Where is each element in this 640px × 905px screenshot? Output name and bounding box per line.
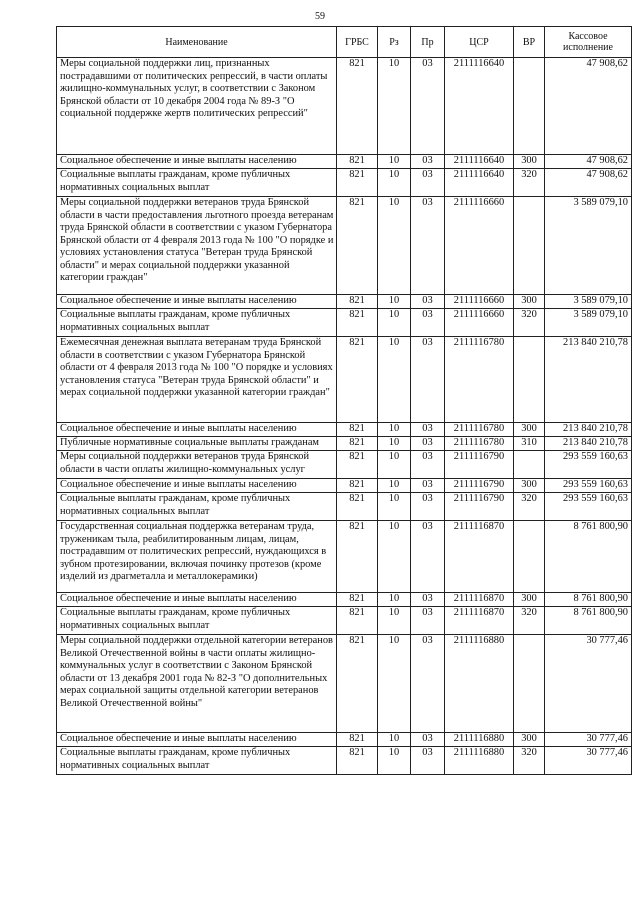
cell-rz: 10 <box>378 593 411 607</box>
cell-sum: 293 559 160,63 <box>545 479 632 493</box>
header-csr: ЦСР <box>445 27 514 58</box>
cell-rz: 10 <box>378 607 411 635</box>
cell-name: Социальное обеспечение и иные выплаты населению <box>57 479 337 493</box>
cell-grbs: 821 <box>337 423 378 437</box>
cell-rz: 10 <box>378 437 411 451</box>
cell-pr: 03 <box>411 607 445 635</box>
cell-pr: 03 <box>411 155 445 169</box>
cell-name: Социальное обеспечение и иные выплаты населению <box>57 155 337 169</box>
cell-sum: 30 777,46 <box>545 747 632 775</box>
cell-name: Социальные выплаты гражданам, кроме публичных нормативных социальных выплат <box>57 747 337 775</box>
table-row <box>57 169 632 197</box>
cell-name: Государственная социальная поддержка ветеранам труда, труженикам тыла, реабилитированным лицам, лицам, пострадавшим от политических репрессий, нуждающихся в зубном протезировании, включая починку протезов (кроме изделий из драгметалла и металлокерамики) <box>57 521 337 593</box>
cell-rz: 10 <box>378 309 411 337</box>
cell-name: Публичные нормативные социальные выплаты гражданам <box>57 437 337 451</box>
cell-pr: 03 <box>411 423 445 437</box>
cell-sum: 3 589 079,10 <box>545 197 632 295</box>
cell-vr: 300 <box>514 295 545 309</box>
table-row <box>57 607 632 635</box>
header-sum: Кассовое исполнение <box>545 27 632 58</box>
cell-sum: 47 908,62 <box>545 169 632 197</box>
budget-table <box>56 26 632 775</box>
page-number: 59 <box>315 11 325 22</box>
cell-csr: 2111116780 <box>445 423 514 437</box>
cell-name: Социальное обеспечение и иные выплаты населению <box>57 593 337 607</box>
cell-sum: 30 777,46 <box>545 733 632 747</box>
header-grbs: ГРБС <box>337 27 378 58</box>
table-row <box>57 155 632 169</box>
table-row <box>57 295 632 309</box>
cell-grbs: 821 <box>337 309 378 337</box>
cell-grbs: 821 <box>337 155 378 169</box>
cell-sum: 213 840 210,78 <box>545 437 632 451</box>
cell-pr: 03 <box>411 733 445 747</box>
cell-csr: 2111116660 <box>445 309 514 337</box>
table-row <box>57 733 632 747</box>
cell-csr: 2111116790 <box>445 493 514 521</box>
cell-sum: 213 840 210,78 <box>545 337 632 423</box>
cell-sum: 3 589 079,10 <box>545 295 632 309</box>
cell-vr <box>514 58 545 155</box>
cell-vr: 320 <box>514 607 545 635</box>
cell-csr: 2111116640 <box>445 58 514 155</box>
cell-grbs: 821 <box>337 437 378 451</box>
table-row <box>57 337 632 423</box>
cell-sum: 213 840 210,78 <box>545 423 632 437</box>
cell-csr: 2111116640 <box>445 169 514 197</box>
cell-rz: 10 <box>378 493 411 521</box>
cell-csr: 2111116880 <box>445 747 514 775</box>
cell-grbs: 821 <box>337 451 378 479</box>
cell-rz: 10 <box>378 155 411 169</box>
header-vr: ВР <box>514 27 545 58</box>
cell-pr: 03 <box>411 451 445 479</box>
cell-grbs: 821 <box>337 733 378 747</box>
cell-grbs: 821 <box>337 635 378 733</box>
cell-rz: 10 <box>378 521 411 593</box>
cell-name: Социальное обеспечение и иные выплаты населению <box>57 295 337 309</box>
cell-name: Социальные выплаты гражданам, кроме публичных нормативных социальных выплат <box>57 607 337 635</box>
cell-rz: 10 <box>378 747 411 775</box>
cell-name: Социальные выплаты гражданам, кроме публичных нормативных социальных выплат <box>57 169 337 197</box>
cell-grbs: 821 <box>337 197 378 295</box>
cell-grbs: 821 <box>337 169 378 197</box>
cell-rz: 10 <box>378 295 411 309</box>
cell-csr: 2111116790 <box>445 479 514 493</box>
cell-vr: 310 <box>514 437 545 451</box>
cell-csr: 2111116880 <box>445 733 514 747</box>
cell-name: Меры социальной поддержки ветеранов труда Брянской области в части оплаты жилищно-коммунальных услуг <box>57 451 337 479</box>
cell-pr: 03 <box>411 593 445 607</box>
cell-grbs: 821 <box>337 521 378 593</box>
cell-name: Социальное обеспечение и иные выплаты населению <box>57 423 337 437</box>
table-row <box>57 593 632 607</box>
cell-vr: 300 <box>514 733 545 747</box>
cell-sum: 293 559 160,63 <box>545 493 632 521</box>
cell-vr: 320 <box>514 747 545 775</box>
cell-sum: 293 559 160,63 <box>545 451 632 479</box>
cell-name: Социальные выплаты гражданам, кроме публичных нормативных социальных выплат <box>57 309 337 337</box>
table-row <box>57 423 632 437</box>
cell-grbs: 821 <box>337 337 378 423</box>
cell-vr: 320 <box>514 493 545 521</box>
cell-pr: 03 <box>411 197 445 295</box>
header-name: Наименование <box>57 27 337 58</box>
cell-pr: 03 <box>411 493 445 521</box>
table-row <box>57 479 632 493</box>
cell-sum: 47 908,62 <box>545 58 632 155</box>
cell-sum: 8 761 800,90 <box>545 607 632 635</box>
table-row <box>57 197 632 295</box>
cell-sum: 3 589 079,10 <box>545 309 632 337</box>
cell-csr: 2111116640 <box>445 155 514 169</box>
cell-grbs: 821 <box>337 747 378 775</box>
cell-name: Социальное обеспечение и иные выплаты населению <box>57 733 337 747</box>
cell-vr: 300 <box>514 593 545 607</box>
cell-pr: 03 <box>411 479 445 493</box>
header-pr: Пр <box>411 27 445 58</box>
cell-csr: 2111116780 <box>445 337 514 423</box>
cell-csr: 2111116790 <box>445 451 514 479</box>
cell-name: Меры социальной поддержки отдельной категории ветеранов Великой Отечественной войны в части оплаты жилищно-коммунальных услуг в соответствии с Законом Брянской области от 13 декабря 2001 года № 82-З "О дополнительных мерах социальной защиты отдельной категории ветеранов Великой Отечественной войны" <box>57 635 337 733</box>
cell-rz: 10 <box>378 733 411 747</box>
cell-rz: 10 <box>378 169 411 197</box>
cell-csr: 2111116870 <box>445 593 514 607</box>
cell-grbs: 821 <box>337 479 378 493</box>
cell-rz: 10 <box>378 58 411 155</box>
cell-pr: 03 <box>411 169 445 197</box>
cell-name: Меры социальной поддержки ветеранов труда Брянской области в части предоставления льготного проезда ветеранам труда Брянской области в соответствии с указом Губернатора Брянской области от 4 февраля 2013 года № 100 "О порядке и условиях установления статуса "Ветеран труда Брянской области" и мерах социальной поддержки указанной категории граждан" <box>57 197 337 295</box>
cell-csr: 2111116870 <box>445 521 514 593</box>
cell-rz: 10 <box>378 337 411 423</box>
cell-pr: 03 <box>411 437 445 451</box>
cell-rz: 10 <box>378 197 411 295</box>
cell-vr <box>514 635 545 733</box>
cell-csr: 2111116780 <box>445 437 514 451</box>
cell-grbs: 821 <box>337 593 378 607</box>
cell-rz: 10 <box>378 423 411 437</box>
cell-vr: 320 <box>514 309 545 337</box>
cell-sum: 8 761 800,90 <box>545 593 632 607</box>
cell-vr: 300 <box>514 155 545 169</box>
cell-grbs: 821 <box>337 58 378 155</box>
cell-sum: 47 908,62 <box>545 155 632 169</box>
cell-pr: 03 <box>411 747 445 775</box>
cell-grbs: 821 <box>337 295 378 309</box>
cell-pr: 03 <box>411 295 445 309</box>
cell-grbs: 821 <box>337 493 378 521</box>
cell-csr: 2111116660 <box>445 197 514 295</box>
table-row <box>57 747 632 775</box>
cell-csr: 2111116880 <box>445 635 514 733</box>
cell-vr <box>514 451 545 479</box>
cell-name: Социальные выплаты гражданам, кроме публичных нормативных социальных выплат <box>57 493 337 521</box>
cell-vr <box>514 337 545 423</box>
cell-vr: 300 <box>514 423 545 437</box>
table-row <box>57 451 632 479</box>
cell-vr <box>514 521 545 593</box>
cell-vr <box>514 197 545 295</box>
cell-csr: 2111116660 <box>445 295 514 309</box>
table-row <box>57 437 632 451</box>
cell-sum: 30 777,46 <box>545 635 632 733</box>
header-rz: Рз <box>378 27 411 58</box>
cell-name: Ежемесячная денежная выплата ветеранам труда Брянской области в соответствии с указом Губернатора Брянской области от 4 февраля 2013 года № 100 "О порядке и условиях установления статуса "Ветеран труда Брянской области" и мерах социальной поддержки указанной категории граждан" <box>57 337 337 423</box>
table-row <box>57 309 632 337</box>
table-row <box>57 521 632 593</box>
cell-vr: 320 <box>514 169 545 197</box>
cell-pr: 03 <box>411 635 445 733</box>
cell-vr: 300 <box>514 479 545 493</box>
table-row <box>57 635 632 733</box>
cell-grbs: 821 <box>337 607 378 635</box>
cell-rz: 10 <box>378 479 411 493</box>
cell-sum: 8 761 800,90 <box>545 521 632 593</box>
table-row <box>57 493 632 521</box>
cell-rz: 10 <box>378 635 411 733</box>
table-row <box>57 58 632 155</box>
cell-pr: 03 <box>411 309 445 337</box>
cell-pr: 03 <box>411 337 445 423</box>
table-header-row <box>57 27 632 58</box>
cell-csr: 2111116870 <box>445 607 514 635</box>
cell-pr: 03 <box>411 58 445 155</box>
cell-name: Меры социальной поддержки лиц, признанных пострадавшими от политических репрессий, в части оплаты жилищно-коммунальных услуг, в соответствии с Законом Брянской области от 10 декабря 2004 года № 89-З "О социальной поддержке жертв политических репрессий" <box>57 58 337 155</box>
cell-rz: 10 <box>378 451 411 479</box>
cell-pr: 03 <box>411 521 445 593</box>
